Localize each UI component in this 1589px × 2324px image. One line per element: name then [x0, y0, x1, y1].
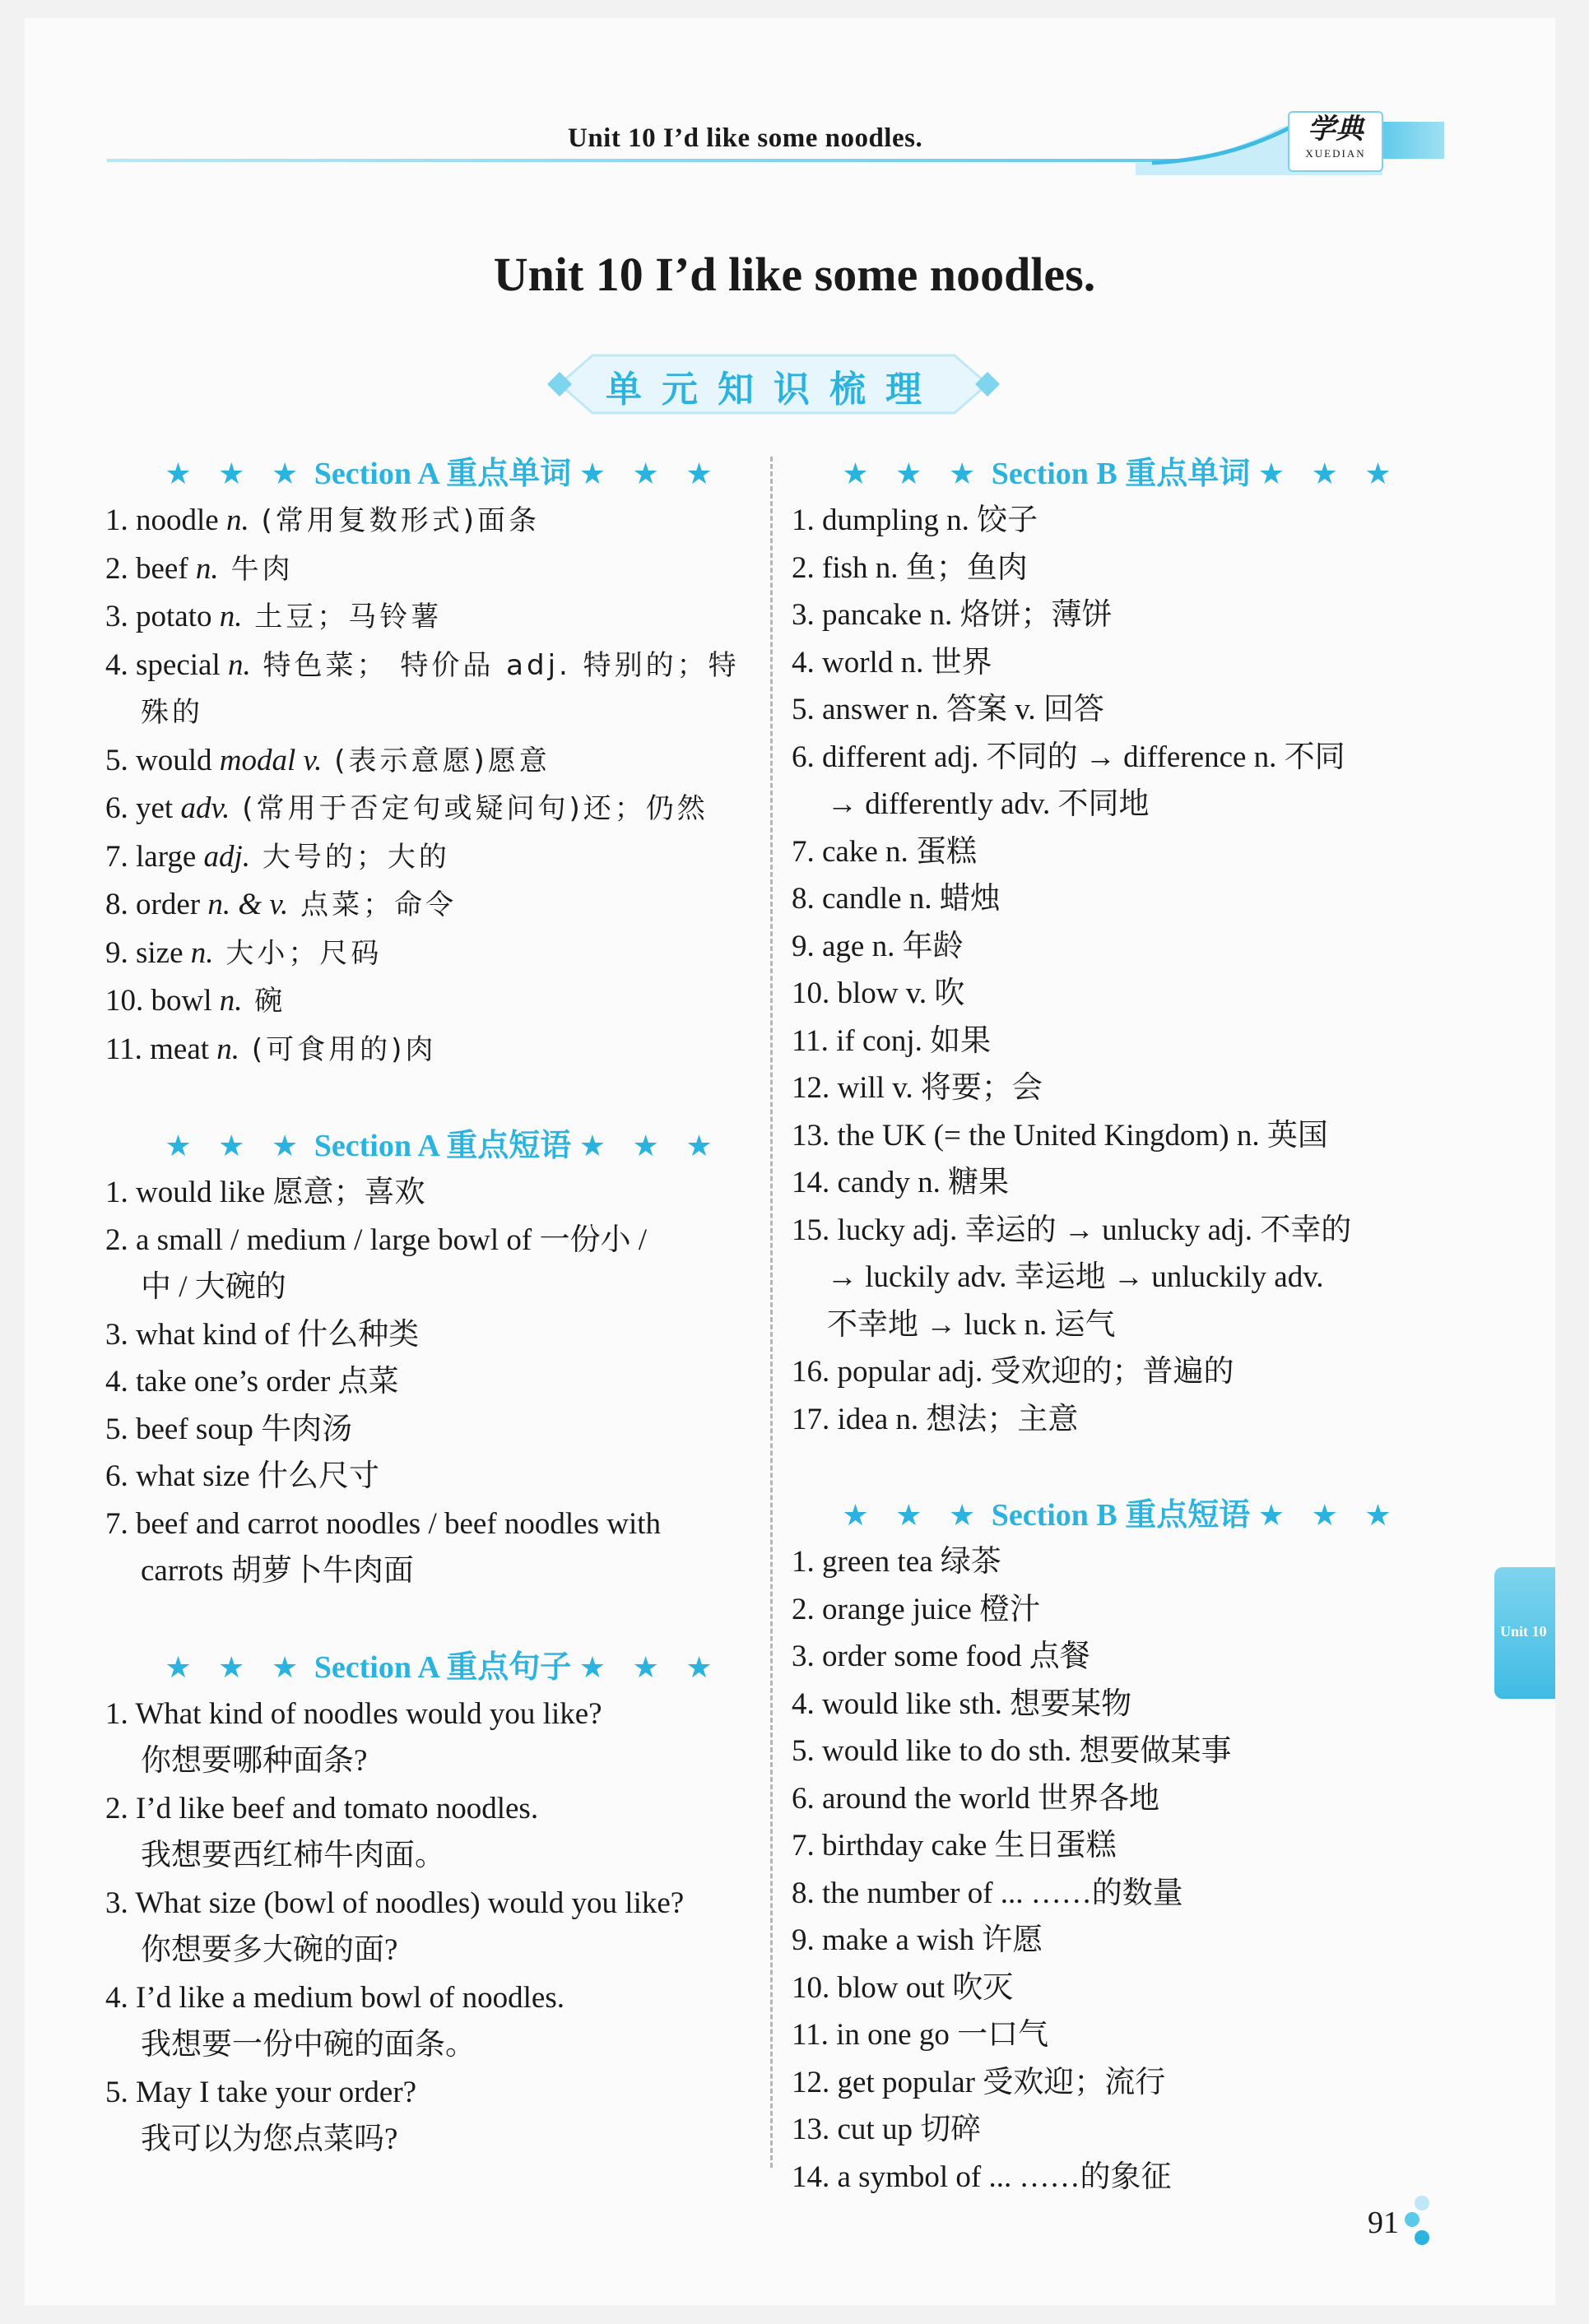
item-meaning: (表示意愿)愿意 [322, 744, 551, 777]
item-word: 5. would [105, 743, 220, 777]
item-pos: n. [219, 984, 243, 1018]
item-pos: n. [219, 600, 243, 633]
sentence-item [105, 1785, 780, 1880]
section-heading-a-sentences [105, 1644, 780, 1691]
item-text: 5. would like to do sth. 想要做某事 [792, 1734, 1232, 1768]
item-pos: modal v. [219, 743, 323, 777]
item-text: 8. the number of ... ……的数量 [792, 1876, 1183, 1910]
vocab-item [105, 593, 780, 642]
item-text: 4. world n. 世界 [792, 645, 992, 680]
item-word: 9. size [105, 935, 191, 970]
item-text: 1. would like 愿意；喜欢 [105, 1176, 425, 1209]
vocab-item [105, 1026, 780, 1074]
item-text: 7. birthday cake 生日蛋糕 [792, 1829, 1117, 1862]
item-continuation: 你想要多大碗的面? [141, 1933, 398, 1967]
star-icon: ★ ★ ★ [578, 1130, 721, 1163]
phrase-item [792, 1728, 1450, 1775]
item-text: 6. around the world 世界各地 [792, 1781, 1160, 1816]
item-meaning: (常用复数形式)面条 [249, 504, 541, 537]
vocab-item [792, 686, 1450, 734]
item-continuation: 中 / 大碗的 [141, 1270, 286, 1304]
item-word: 3. potato [105, 600, 220, 633]
phrase-item [105, 1453, 780, 1501]
item-meaning: 特色菜； 特价品 adj. 特别的；特 [250, 648, 740, 682]
dots-decoration-icon [1399, 2195, 1432, 2252]
phrase-item [792, 1538, 1450, 1586]
phrase-item [105, 1501, 780, 1595]
phrase-item [792, 2011, 1450, 2059]
item-text: 12. will v. 将要；会 [792, 1071, 1043, 1105]
item-continuation: 我想要一份中碗的面条。 [141, 2028, 476, 2062]
vocab-item [105, 977, 780, 1026]
item-word: 4. special [105, 647, 228, 682]
section-heading-a-words [105, 451, 780, 497]
vocab-item [792, 545, 1450, 592]
item-text: 2. fish n. 鱼；鱼肉 [792, 550, 1028, 585]
item-text: 2. I’d like beef and tomato noodles. [105, 1791, 539, 1825]
heading-text: Section A 重点单词 [314, 457, 572, 491]
item-text: 16. popular adj. 受欢迎的；普遍的 [792, 1355, 1234, 1389]
vocab-item [792, 591, 1450, 639]
section-heading-b-words [792, 451, 1450, 497]
item-meaning: 大号的；大的 [250, 840, 450, 874]
vocab-item [105, 497, 780, 545]
phrase-item [792, 1681, 1450, 1728]
star-icon: ★ ★ ★ [1257, 457, 1400, 491]
heading-text: Section A 重点短语 [314, 1129, 572, 1163]
item-continuation: 你想要哪种面条? [141, 1744, 368, 1778]
phrase-item [105, 1358, 780, 1406]
vocab-item [105, 737, 780, 786]
vocab-item [105, 785, 780, 833]
item-text: 2. a small / medium / large bowl of 一份小 / [105, 1222, 648, 1257]
vocab-item [105, 642, 780, 737]
sentence-item [105, 1691, 780, 1785]
phrase-item [792, 2106, 1450, 2154]
right-column [792, 451, 1450, 2201]
star-icon: ★ ★ ★ [165, 1130, 307, 1163]
vocab-item [792, 639, 1450, 687]
item-pos: n. [225, 503, 249, 537]
header-rule [107, 159, 1259, 162]
brand-cn: 学典 [1308, 114, 1364, 145]
phrase-item [792, 1586, 1450, 1634]
phrase-item [105, 1311, 780, 1359]
item-meaning: (常用于否定句或疑问句)还；仍然 [230, 792, 709, 825]
item-text: 3. what kind of 什么种类 [105, 1317, 420, 1352]
item-text: 10. blow out 吹灭 [792, 1970, 1014, 2005]
item-text: 9. make a wish 许愿 [792, 1923, 1043, 1957]
phrase-item [792, 1917, 1450, 1964]
section-heading-a-phrases [105, 1123, 780, 1169]
item-continuation: → luckily adv. 幸运地 → unluckily adv. [827, 1260, 1324, 1294]
item-word: 2. beef [105, 551, 196, 586]
phrase-item [792, 1775, 1450, 1823]
item-text: 10. blow v. 吹 [792, 976, 965, 1010]
item-word: 8. order [105, 888, 208, 921]
item-text: 3. order some food 点餐 [792, 1640, 1090, 1673]
item-pos: n. [227, 647, 251, 682]
item-meaning: 大小；尺码 [213, 936, 383, 970]
item-text: 15. lucky adj. 幸运的 → unlucky adj. 不幸的 [792, 1213, 1352, 1247]
phrase-item [792, 2154, 1450, 2201]
section-heading-b-phrases [792, 1492, 1450, 1538]
item-text: 2. orange juice 橙汁 [792, 1592, 1041, 1626]
phrase-item [105, 1217, 780, 1311]
item-continuation: 我可以为您点菜吗? [141, 2122, 398, 2156]
sentence-list-a [105, 1691, 780, 2164]
phrase-item [792, 1870, 1450, 1918]
item-text: 4. would like sth. 想要某物 [792, 1686, 1132, 1721]
phrase-item [105, 1169, 780, 1217]
sentence-item [105, 1880, 780, 1974]
item-pos: n. [216, 1032, 240, 1066]
vocab-item [792, 734, 1450, 828]
item-continuation: carrots 胡萝卜牛肉面 [141, 1554, 414, 1588]
item-word: 1. noodle [105, 503, 226, 537]
vocab-item [792, 1065, 1450, 1112]
vocab-list-b [792, 497, 1450, 1443]
phrase-item [792, 1964, 1450, 2012]
heading-text: Section A 重点句子 [314, 1649, 572, 1685]
star-icon: ★ ★ ★ [842, 1499, 984, 1533]
phrase-list-b [792, 1538, 1450, 2201]
unit-side-tab-label: Unit 10 [1500, 1623, 1547, 1640]
item-pos: adv. [180, 791, 230, 825]
star-icon: ★ ★ ★ [1257, 1499, 1400, 1533]
item-continuation: → differently adv. 不同地 [827, 787, 1150, 821]
vocab-item [792, 1159, 1450, 1207]
item-text: 8. candle n. 蜡烛 [792, 882, 1001, 916]
star-icon: ★ ★ ★ [578, 1650, 721, 1685]
item-text: 6. different adj. 不同的 → difference n. 不同 [792, 740, 1345, 774]
item-text: 5. May I take your order? [105, 2075, 417, 2109]
item-text: 1. dumpling n. 饺子 [792, 503, 1038, 537]
item-text: 7. beef and carrot noodles / beef noodles with [105, 1506, 662, 1541]
item-pos: n. [195, 551, 219, 586]
vocab-item [105, 833, 780, 882]
item-word: 6. yet [105, 791, 181, 825]
item-continuation: 殊的 [141, 696, 203, 729]
vocab-item [105, 881, 780, 930]
brand-logo [1288, 111, 1383, 172]
vocab-item [792, 875, 1450, 923]
star-icon: ★ ★ ★ [165, 1650, 307, 1685]
vocab-item [105, 930, 780, 978]
item-text: 9. age n. 年龄 [792, 929, 964, 963]
item-meaning: 牛肉 [218, 552, 294, 586]
item-continuation: 不幸地 → luck n. 运气 [827, 1307, 1116, 1342]
vocab-item [792, 497, 1450, 545]
item-text: 3. pancake n. 烙饼；薄饼 [792, 598, 1113, 632]
sentence-item [105, 1974, 780, 2069]
page-title: Unit 10 I’d like some noodles. [493, 248, 1096, 301]
item-word: 7. large [105, 839, 204, 874]
vocab-item [792, 970, 1450, 1018]
item-word: 11. meat [105, 1032, 217, 1066]
left-column [105, 451, 780, 2164]
phrase-item [792, 1633, 1450, 1681]
vocab-list-a [105, 497, 780, 1074]
item-continuation: 我想要西红柿牛肉面。 [141, 1839, 445, 1872]
item-meaning: 土豆；马铃薯 [242, 601, 443, 633]
heading-text: Section B 重点短语 [991, 1498, 1251, 1533]
brand-en: XUEDIAN [1305, 147, 1366, 160]
heading-text: Section B 重点单词 [991, 457, 1251, 491]
phrase-item [792, 2059, 1450, 2107]
star-icon: ★ ★ ★ [165, 457, 307, 491]
item-meaning: (可食用的)肉 [239, 1032, 437, 1066]
vocab-item [792, 1207, 1450, 1349]
item-text: 13. cut up 切碎 [792, 2113, 982, 2146]
page-number: 91 [1368, 2206, 1399, 2240]
item-text: 3. What size (bowl of noodles) would you like? [105, 1886, 685, 1920]
item-text: 5. answer n. 答案 v. 回答 [792, 693, 1104, 726]
phrase-item [105, 1406, 780, 1454]
item-text: 4. take one’s order 点菜 [105, 1365, 399, 1399]
item-word: 10. bowl [105, 984, 220, 1018]
vocab-item [792, 923, 1450, 971]
item-text: 1. What kind of noodles would you like? [105, 1696, 602, 1731]
item-text: 11. if conj. 如果 [792, 1023, 992, 1058]
item-text: 14. a symbol of ... ……的象征 [792, 2159, 1172, 2194]
vocab-item [792, 1112, 1450, 1160]
vocab-item [792, 1348, 1450, 1396]
vocab-item [105, 545, 780, 594]
item-text: 5. beef soup 牛肉汤 [105, 1412, 353, 1446]
item-text: 13. the UK (= the United Kingdom) n. 英国 [792, 1118, 1328, 1153]
item-pos: adj. [203, 839, 251, 874]
item-text: 11. in one go 一口气 [792, 2018, 1049, 2052]
item-text: 14. candy n. 糖果 [792, 1166, 1010, 1199]
vocab-item [792, 828, 1450, 876]
item-pos: n. [190, 935, 214, 970]
item-text: 7. cake n. 蛋糕 [792, 834, 978, 869]
item-meaning: 碗 [242, 985, 286, 1018]
sentence-item [105, 2069, 780, 2164]
item-text: 1. green tea 绿茶 [792, 1545, 1001, 1579]
vocab-item [792, 1396, 1450, 1444]
star-icon: ★ ★ ★ [578, 457, 721, 491]
item-text: 6. what size 什么尺寸 [105, 1459, 379, 1493]
item-meaning: 点菜；命令 [288, 888, 458, 921]
item-text: 12. get popular 受欢迎；流行 [792, 2065, 1166, 2099]
item-text: 4. I’d like a medium bowl of noodles. [105, 1980, 565, 2015]
star-icon: ★ ★ ★ [842, 457, 984, 491]
vocab-item [792, 1018, 1450, 1065]
item-text: 17. idea n. 想法；主意 [792, 1402, 1079, 1436]
brand-tab [1378, 122, 1444, 159]
section-banner: 单元知识梳理 [606, 369, 941, 411]
phrase-item [792, 1822, 1450, 1870]
phrase-list-a [105, 1169, 780, 1595]
item-pos: n. & v. [207, 888, 289, 921]
running-head: Unit 10 I’d like some noodles. [568, 123, 923, 153]
